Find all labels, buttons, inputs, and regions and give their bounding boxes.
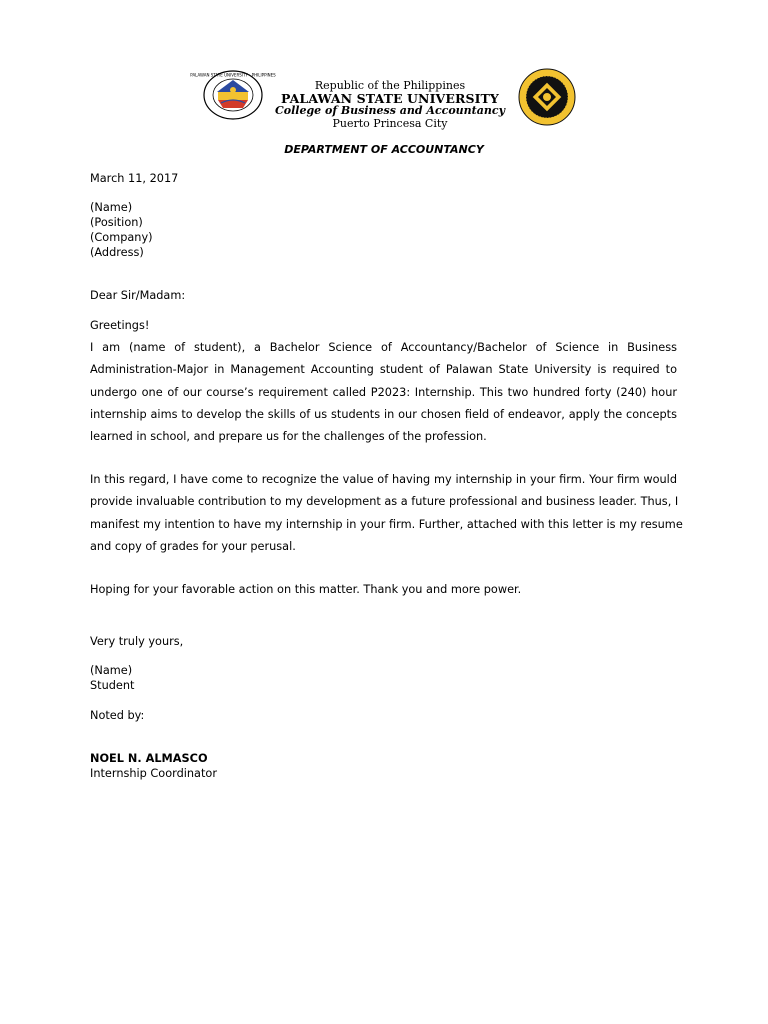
republic-line: Republic of the Philippines [314,79,466,92]
sender-name: (Name) [90,664,133,677]
paragraph-line: provide invaluable contribution to my development as a future professional and business leader. Thus, I [90,495,679,509]
body-paragraph-1 [90,337,677,448]
paragraph-line: manifest my intention to have my internship in your firm. Further, attached with this letter is my resume [90,517,683,531]
college-name: College of Business and Accountancy [275,104,505,117]
paragraph-line: internship aims to develop the skills of us students in our chosen field of endeavor, apply the concepts [90,407,677,421]
paragraph-line: In this regard, I have come to recognize the value of having my internship in your firm. Your firm would [90,473,677,486]
paragraph-line: Administration-Major in Management Accounting student of Palawan State University is required to [90,363,677,377]
department-heading: DEPARTMENT OF ACCOUNTANCY [284,143,484,156]
coordinator-name: NOEL N. ALMASCO [90,752,208,765]
body-paragraph-2 [90,469,683,558]
noted-by-label: Noted by: [90,709,145,722]
closing-line: Hoping for your favorable action on this matter. Thank you and more power. [90,583,522,596]
recipient-name: (Name) [90,201,133,214]
recipient-address: (Address) [90,246,144,259]
university-name: PALAWAN STATE UNIVERSITY [281,91,499,106]
coordinator-role: Internship Coordinator [90,767,217,780]
paragraph-line: undergo one of our course’s requirement called P2023: Internship. This two hundred forty (240) hour [90,385,677,399]
salutation: Dear Sir/Madam: [90,289,186,302]
valediction: Very truly yours, [90,635,184,648]
recipient-company: (Company) [90,231,153,244]
sender-role: Student [90,679,135,692]
city-line: Puerto Princesa City [332,117,448,130]
greeting: Greetings! [90,319,150,332]
paragraph-line: I am (name of student), a Bachelor Science of Accountancy/Bachelor of Science in Business [90,341,677,354]
paragraph-line: and copy of grades for your perusal. [90,539,296,553]
recipient-position: (Position) [90,216,143,229]
paragraph-line: learned in school, and prepare us for the challenges of the profession. [90,430,487,444]
letter-date: March 11, 2017 [90,172,179,185]
seal-left-text: PALAWAN STATE UNIVERSITY · PHILIPPINES [190,72,276,78]
